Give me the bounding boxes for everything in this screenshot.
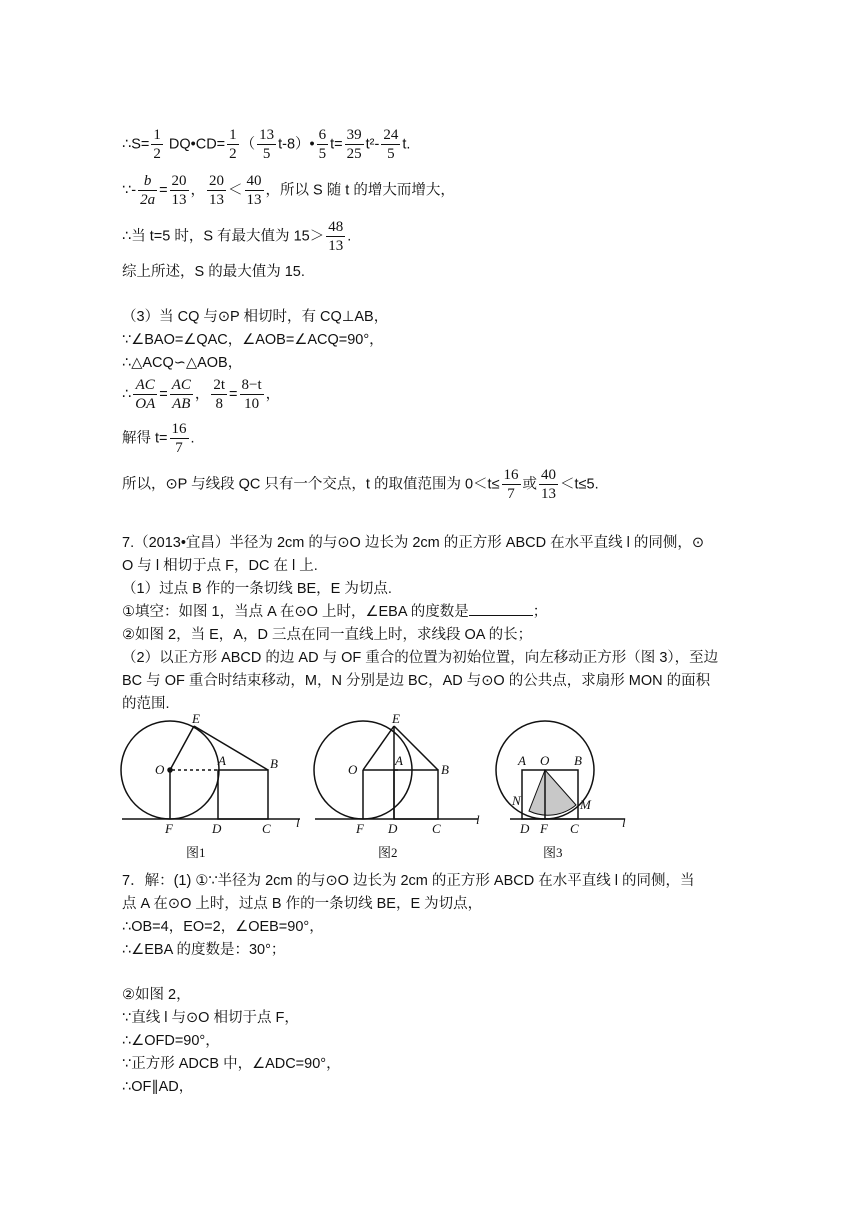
label-a: A bbox=[518, 753, 526, 768]
label-d: D bbox=[212, 821, 222, 836]
figure-1-caption: 图1 bbox=[186, 845, 206, 860]
text: = bbox=[229, 386, 238, 403]
solution7-line-4: ∴∠EBA 的度数是：30°； bbox=[122, 942, 286, 958]
text: t. bbox=[402, 136, 411, 153]
problem7-line-1: 7.（2013•宜昌）半径为 2cm 的与⊙O 边长为 2cm 的正方形 ABCD 在水平直线 l 的同侧，⊙ bbox=[122, 535, 705, 551]
segment-oe bbox=[363, 726, 394, 770]
problem7-line-5: ②如图 2，当 E，A，D 三点在同一直线上时，求线段 OA 的长； bbox=[122, 627, 533, 643]
fraction: $\frac{16}{7}$ bbox=[503, 467, 519, 502]
text: . bbox=[347, 228, 352, 245]
fraction: $\frac{1}{2}$ bbox=[229, 127, 237, 162]
fraction: $\frac{AC}{AB}$ bbox=[171, 377, 191, 412]
part3-solve-line bbox=[122, 420, 195, 457]
figure-3-caption: 图3 bbox=[543, 845, 563, 860]
text: ， bbox=[190, 182, 206, 199]
text: ∵- bbox=[122, 182, 137, 199]
segment-oe bbox=[170, 726, 194, 770]
fraction: $\frac{13}{5}$ bbox=[259, 127, 275, 162]
text: = bbox=[159, 182, 168, 199]
problem7-line-3: （1）过点 B 作的一条切线 BE，E 为切点. bbox=[122, 581, 392, 597]
label-e: E bbox=[192, 711, 200, 726]
geometry-figures bbox=[110, 708, 650, 866]
text: （ bbox=[240, 136, 256, 153]
label-b: B bbox=[574, 753, 582, 768]
sector-mon bbox=[529, 770, 576, 815]
fraction: $\frac{48}{13}$ bbox=[328, 219, 344, 254]
fraction: $\frac{6}{5}$ bbox=[318, 127, 327, 162]
center-dot bbox=[168, 768, 172, 772]
label-c: C bbox=[262, 821, 271, 836]
label-c: C bbox=[570, 821, 579, 836]
label-f: F bbox=[165, 821, 173, 836]
text: ∴当 t=5 时，S 有最大值为 15＞ bbox=[122, 228, 325, 245]
text: t-8）• bbox=[278, 136, 315, 153]
text: 所以，⊙P 与线段 QC 只有一个交点，t 的取值范围为 0＜t≤ bbox=[122, 476, 500, 493]
text: ①填空：如图 1，当点 A 在⊙O 上时，∠EBA 的度数是 bbox=[122, 604, 469, 620]
text: ∴ bbox=[122, 386, 132, 403]
label-e: E bbox=[392, 711, 400, 726]
label-f: F bbox=[356, 821, 364, 836]
fraction: $\frac{AC}{OA}$ bbox=[135, 377, 156, 412]
part3-line-2: ∵∠BAO=∠QAC，∠AOB=∠ACQ=90°， bbox=[122, 332, 384, 348]
fraction: $\frac{40}{13}$ bbox=[246, 173, 262, 208]
fraction: $\frac{24}{5}$ bbox=[383, 127, 399, 162]
text: ， bbox=[265, 386, 281, 403]
text: ，所以 S 随 t 的增大而增大， bbox=[265, 182, 455, 199]
problem7-line-6: （2）以正方形 ABCD 的边 AD 与 OF 重合的位置为初始位置，向左移动正方形（图 3），至边 bbox=[122, 650, 719, 666]
fraction: $\frac{16}{7}$ bbox=[171, 421, 187, 456]
solution7-line-5: ②如图 2， bbox=[122, 987, 191, 1003]
figure-2 bbox=[314, 721, 478, 819]
label-c: C bbox=[432, 821, 441, 836]
part3-line-3: ∴△ACQ∽△AOB， bbox=[122, 355, 243, 371]
label-o: O bbox=[348, 762, 358, 777]
solution7-line-3: ∴OB=4，EO=2，∠OEB=90°， bbox=[122, 919, 324, 935]
label-b: B bbox=[441, 762, 449, 777]
text: t= bbox=[330, 136, 343, 153]
label-f: F bbox=[540, 821, 548, 836]
label-l: l bbox=[296, 815, 300, 830]
fraction: $\frac{40}{13}$ bbox=[541, 467, 557, 502]
solution7-line-6: ∵直线 l 与⊙O 相切于点 F， bbox=[122, 1010, 299, 1026]
text: DQ•CD= bbox=[164, 136, 226, 153]
s-expression-line bbox=[122, 126, 410, 163]
segment-eb bbox=[194, 726, 268, 770]
square-abcd bbox=[394, 770, 438, 819]
part3-line-1: （3）当 CQ 与⊙P 相切时，有 CQ⊥AB， bbox=[122, 309, 389, 325]
text: t²- bbox=[365, 136, 380, 153]
label-n: N bbox=[512, 793, 521, 808]
problem7-line-2: O 与 l 相切于点 F，DC 在 l 上. bbox=[122, 558, 318, 574]
text: = bbox=[159, 386, 168, 403]
solution7-line-8: ∵正方形 ADCB 中，∠ADC=90°， bbox=[122, 1056, 341, 1072]
vertex-comparison-line bbox=[122, 172, 455, 209]
label-a: A bbox=[218, 753, 226, 768]
max-value-line bbox=[122, 218, 351, 255]
text: 或 bbox=[522, 476, 538, 493]
text: ， bbox=[194, 386, 210, 403]
label-l: l bbox=[622, 815, 626, 830]
label-a: A bbox=[395, 753, 403, 768]
text: 解得 t= bbox=[122, 430, 168, 447]
fraction: $\frac{1}{2}$ bbox=[153, 127, 161, 162]
fraction: $\frac{20}{13}$ bbox=[171, 173, 187, 208]
text: . bbox=[190, 430, 195, 447]
text: ＜ bbox=[228, 182, 243, 199]
problem7-line-4 bbox=[122, 602, 547, 622]
label-d: D bbox=[520, 821, 530, 836]
label-b: B bbox=[270, 756, 278, 771]
solution7-line-2: 点 A 在⊙O 上时，过点 B 作的一条切线 BE，E 为切点， bbox=[122, 896, 483, 912]
square-abcd bbox=[218, 770, 268, 819]
text: ∴S= bbox=[122, 136, 150, 153]
problem7-line-8: 的范围. bbox=[122, 696, 170, 712]
solution7-line-1: 7．解：(1) ①∵半径为 2cm 的与⊙O 边长为 2cm 的正方形 ABCD 在水平直线 l 的同侧，当 bbox=[122, 873, 695, 889]
answer-blank[interactable] bbox=[469, 603, 533, 616]
part3-proportion-line bbox=[122, 376, 280, 413]
fraction: $\frac{39}{25}$ bbox=[346, 127, 362, 162]
part3-range-line bbox=[122, 466, 599, 503]
label-l: l bbox=[476, 812, 480, 827]
fraction: $\frac{8-t}{10}$ bbox=[241, 377, 262, 412]
solution7-line-9: ∴OF∥AD， bbox=[122, 1079, 194, 1095]
fraction: $\frac{b}{2a}$ bbox=[140, 173, 156, 208]
text: ； bbox=[532, 604, 548, 620]
solution7-line-7: ∴∠OFD=90°， bbox=[122, 1033, 220, 1049]
figure-2-caption: 图2 bbox=[378, 845, 398, 860]
label-m: M bbox=[580, 797, 591, 812]
fraction: $\frac{20}{13}$ bbox=[209, 173, 225, 208]
problem7-line-7: BC 与 OF 重合时结束移动，M，N 分别是边 BC，AD 与⊙O 的公共点，求扇形 MON 的面积 bbox=[122, 673, 711, 689]
label-o: O bbox=[540, 753, 550, 768]
summary-line: 综上所述，S 的最大值为 15. bbox=[122, 264, 305, 280]
label-o: O bbox=[155, 762, 165, 777]
label-d: D bbox=[388, 821, 398, 836]
fraction: $\frac{2t}{8}$ bbox=[213, 377, 226, 412]
text: ＜t≤5. bbox=[560, 476, 599, 493]
